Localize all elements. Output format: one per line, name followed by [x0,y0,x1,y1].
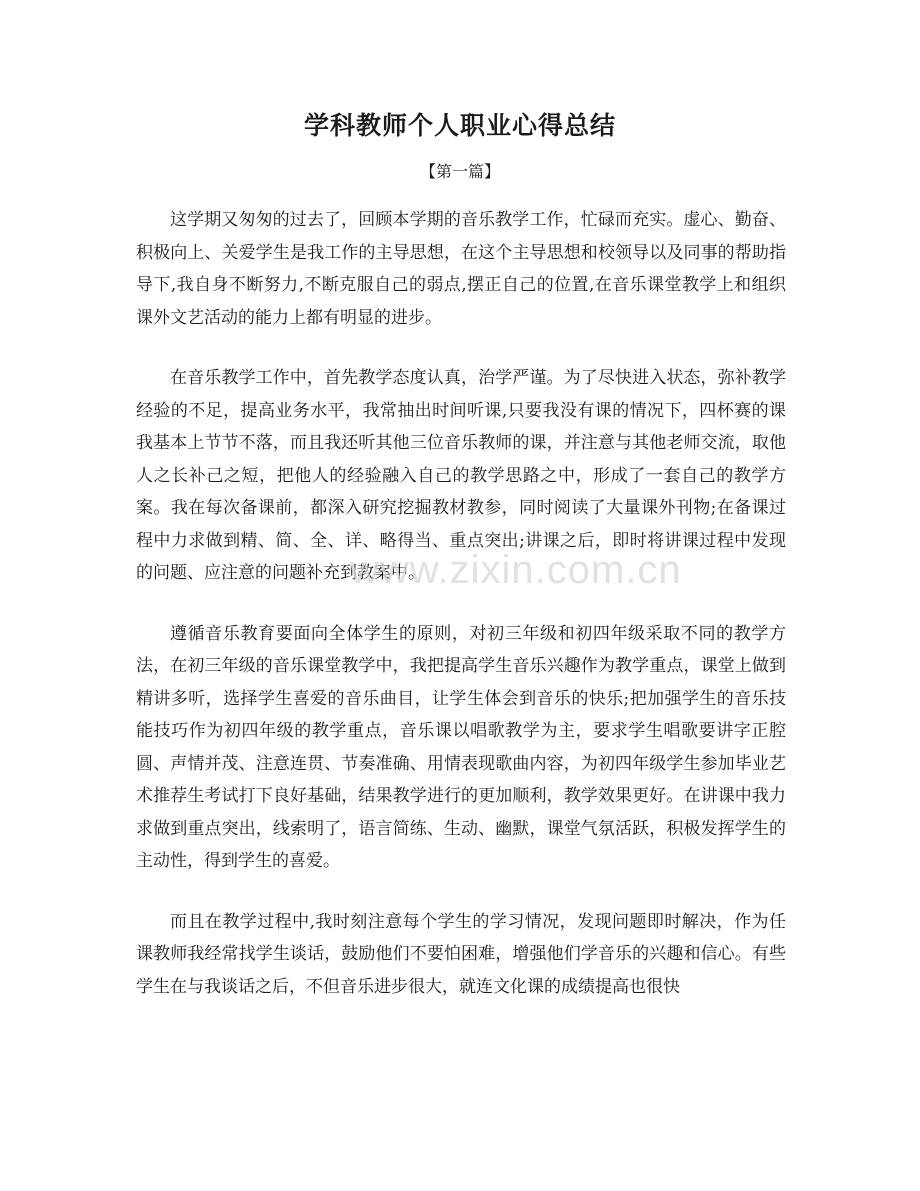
document-title: 学科教师个人职业心得总结 [303,111,616,140]
paragraph-1: 这学期又匆匆的过去了，回顾本学期的音乐教学工作，忙碌而充实。虚心、勤奋、积极向上、关爱学生是我工作的主导思想，在这个主导思想和校领导以及同事的帮助指导下,我自身不断努力,不断克服自己的弱点,摆正自己的位置,在音乐课堂教学上和组织课外文艺活动的能力上都有明显的进步。 [136,210,786,328]
section-label: 【第一篇】 [419,162,500,181]
paragraph-4: 而且在教学过程中,我时刻注意每个学生的学习情况，发现问题即时解决，作为任课教师我经常找学生谈话，鼓励他们不要怕困难，增强他们学音乐的兴趣和信心。有些学生在与我谈话之后，不但音乐进步很大，就连文化课的成绩提高也很快 [136,911,786,997]
paragraph-2: 在音乐教学工作中，首先教学态度认真，治学严谨。为了尽快进入状态，弥补教学经验的不足，提高业务水平，我常抽出时间听课,只要我没有课的情况下，四杯赛的课我基本上节节不落，而且我还听其他三位音乐教师的课，并注意与其他老师交流，取他人之长补己之短，把他人的经验融入自己的教学思路之中，形成了一套自己的教学方案。我在每次备课前，都深入研究挖掘教材教参，同时阅读了大量课外刊物;在备课过程中力求做到精、简、全、详、略得当、重点突出;讲课之后，即时将讲课过程中发现的问题、应注意的问题补充到教案中。 [136,368,786,583]
paragraph-3: 遵循音乐教育要面向全体学生的原则，对初三年级和初四年级采取不同的教学方法，在初三年级的音乐课堂教学中，我把提高学生音乐兴趣作为教学重点，课堂上做到精讲多听，选择学生喜爱的音乐曲目，让学生体会到音乐的快乐;把加强学生的音乐技能技巧作为初四年级的教学重点，音乐课以唱歌教学为主，要求学生唱歌要讲字正腔圆、声情并茂、注意连贯、节奏准确、用情表现歌曲内容，为初四年级学生参加毕业艺术推荐生考试打下良好基础，结果教学进行的更加顺利，教学效果更好。在讲课中我力求做到重点突出，线索明了，语言简练、生动、幽默，课堂气氛活跃，积极发挥学生的主动性，得到学生的喜爱。 [136,623,786,871]
document-body [136,204,786,1031]
watermark: www.zixin.com.cn [350,548,682,592]
